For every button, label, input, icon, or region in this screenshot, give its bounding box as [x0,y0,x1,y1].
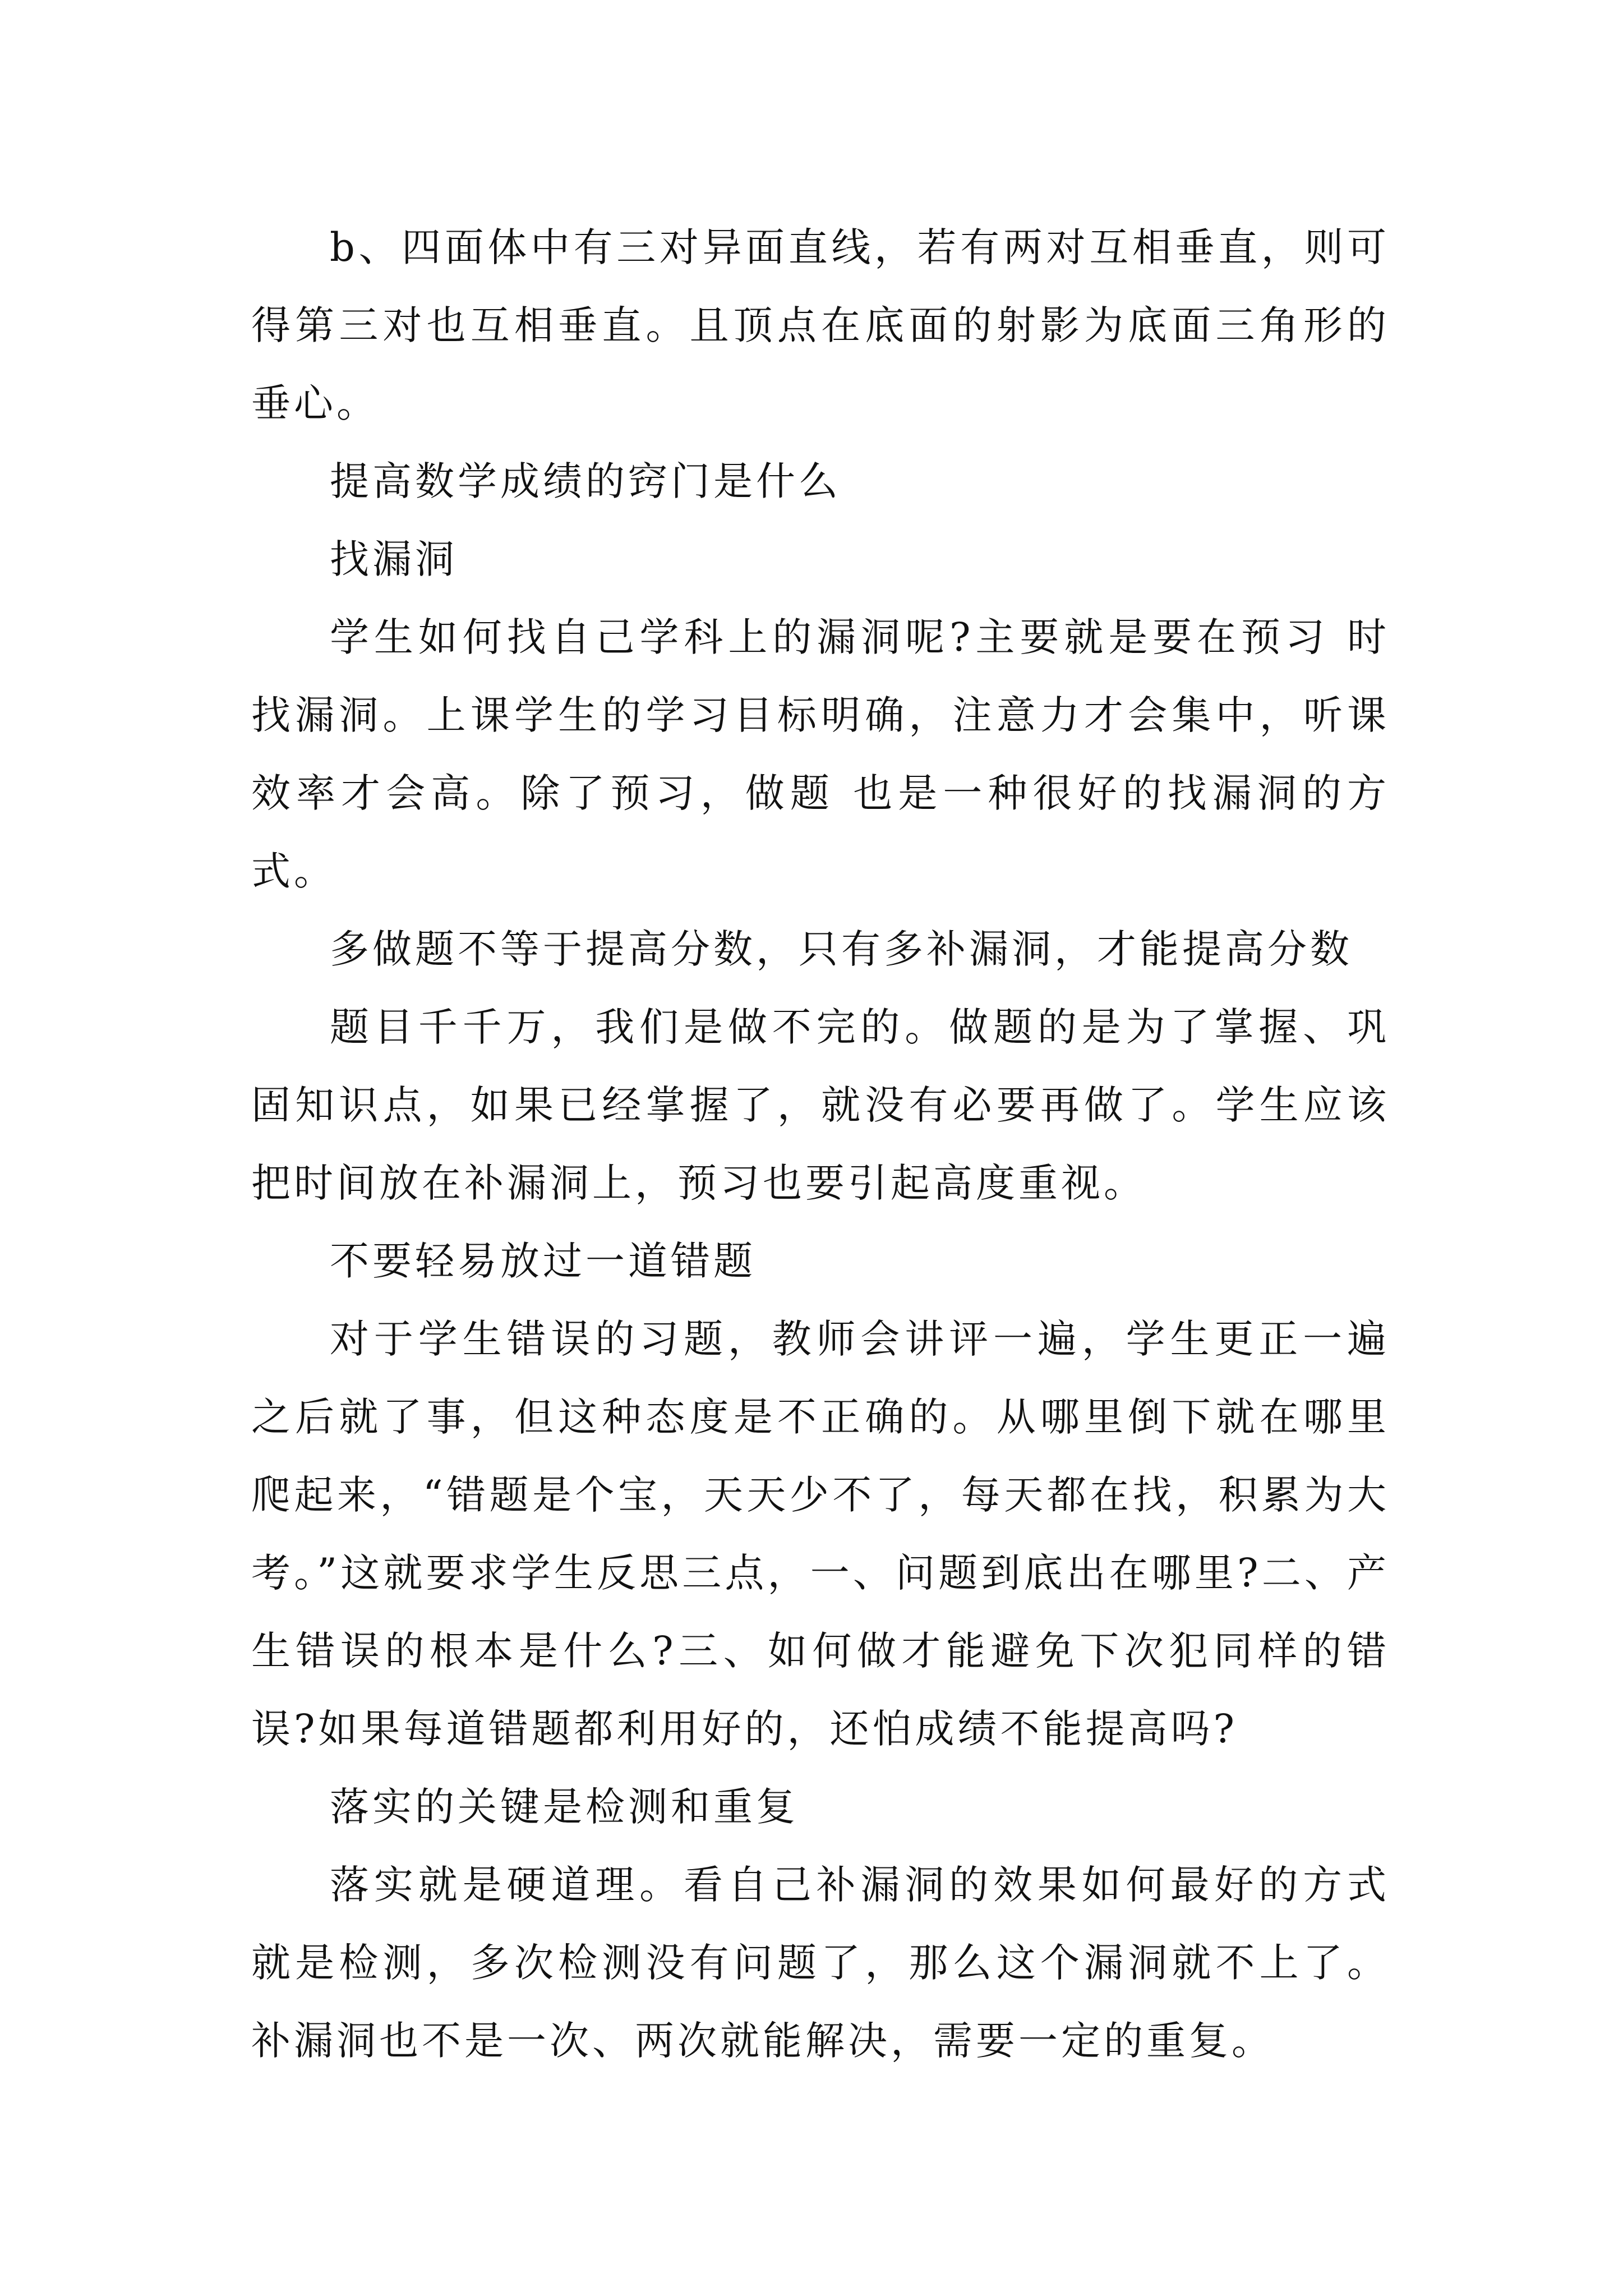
paragraph-implementation: 落实就是硬道理。看自己补漏洞的效果如何最好的方式就是检测，多次检测没有问题了，那么这个漏洞就不上了。补漏洞也不是一次、两次就能解决，需要一定的重复。 [251,1862,1390,2064]
paragraph-find-gaps: 学生如何找自己学科上的漏洞呢?主要就是要在预习 时找漏洞。上课学生的学习目标明确，注意力才会集中，听课效率才会高。除了预习，做题 也是一种很好的找漏洞的方式。 [251,614,1390,894]
heading-implementation: 落实的关键是检测和重复 [330,1784,799,1830]
heading-math-tips: 提高数学成绩的窍门是什么 [330,458,841,504]
heading-find-gaps: 找漏洞 [330,536,458,582]
heading-wrong-questions: 不要轻易放过一道错题 [330,1238,756,1284]
heading-more-practice: 多做题不等于提高分数，只有多补漏洞，才能提高分数 [330,926,1353,972]
document-body [251,209,1390,2080]
paragraph-tetrahedron: b、四面体中有三对异面直线，若有两对互相垂直，则可得第三对也互相垂直。且顶点在底面的射影为底面三角形的垂心。 [251,224,1390,426]
paragraph-more-practice: 题目千千万，我们是做不完的。做题的是为了掌握、巩固知识点，如果已经掌握了，就没有必要再做了。学生应该把时间放在补漏洞上，预习也要引起高度重视。 [251,1004,1390,1206]
paragraph-wrong-questions: 对于学生错误的习题，教师会讲评一遍，学生更正一遍之后就了事，但这种态度是不正确的。从哪里倒下就在哪里爬起来，“错题是个宝，天天少不了，每天都在找，积累为大考。”这就要求学生反思三点，一、问题到底出在哪里?二、产生错误的根本是什么?三、如何做才能避免下次犯同样的错误?如果每道错题都利用好的，还怕成绩不能提高吗? [251,1316,1390,1752]
